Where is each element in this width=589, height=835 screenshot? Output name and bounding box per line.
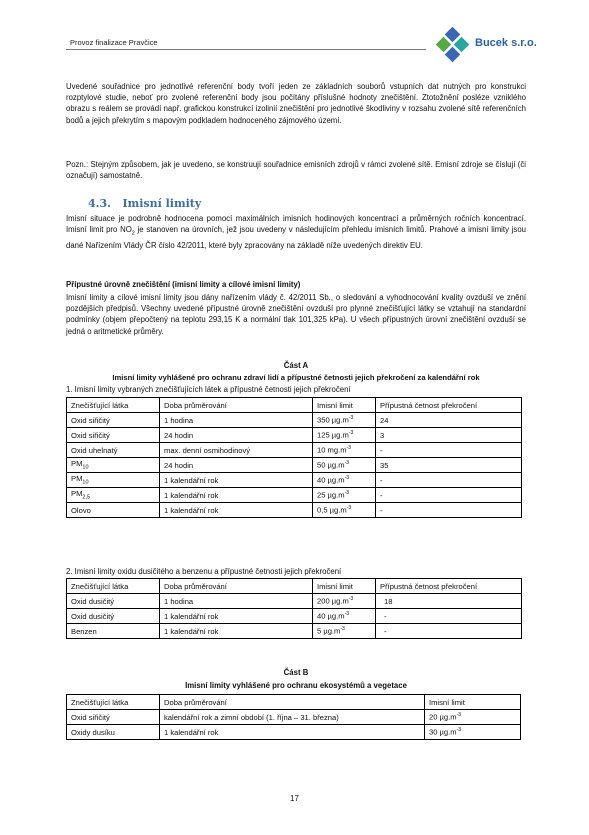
limit-exponent: -3: [348, 596, 354, 603]
period-cell: kalendářní rok a zimní období (1. října – 31. března): [160, 710, 425, 725]
frequency-cell: -: [376, 503, 522, 518]
table-row: [67, 413, 522, 428]
frequency-cell: 3: [376, 428, 522, 443]
limit-cell: [313, 488, 376, 503]
table2-header-cell: Znečišťující látka: [67, 579, 160, 594]
table1-header-cell: Znečišťující látka: [67, 398, 160, 413]
table1-caption: 1. Imisní limity vybraných znečišťujících látek a přípustné četnosti jejich překročení: [66, 385, 351, 394]
section-paragraph-2: Imisní limity a cílové imisní limity jsou dány nařízením vlády č. 42/2011 Sb., o sledování a vyhodnocování kvality ovzduší ve znění pozdějších předpisů. Všechny uvedené přípustné úrovně znečištění ovzduší pro plynné znečišťující látky se vztahují na standardní podmínky (objem přepočtený na teplotu 293,15 K a normální tlak 101,325 kPa). U všech přípustných úrovní znečištění ovzduší se jedná o aritmetické průměry.: [66, 293, 526, 336]
limit-exponent: -3: [348, 430, 354, 437]
limit-exponent: -3: [344, 611, 350, 618]
limit-exponent: -3: [344, 460, 350, 467]
section-paragraph-1: [66, 213, 526, 251]
substance-cell: [67, 428, 160, 443]
substance-cell: Benzen: [67, 624, 160, 639]
intro-paragraph-1: Uvedené souřadnice pro jednotlivé referenční body tvoří jeden ze základních souborů vstupních dat nutných pro konstrukci rozptylové studie, neboť pro zvolené referenční body jsou počítány příslušné hodnoty znečištění. Ztotožnění posléze vzniklého obrazu s reálem se provádí např. grafickou konstrukcí izolinií znečištění pro jednotlivé škodliviny v rozsahu zvolené sítě referenčních bodů a jejich překrytím s mapovým podkladem hodnoceného zájmového území.: [66, 82, 526, 125]
substance-name: Oxid uhelnatý: [71, 445, 118, 455]
limit-value: 40 µg.m: [317, 611, 345, 621]
section-title: Imisní limity: [122, 197, 202, 210]
intro-paragraph-2: Pozn.: Stejným způsobem, jak je uvedeno, se konstruují souřadnice emisních zdrojů v rámci zvolené sítě. Emisní zdroje se číslují (či označují) samostatně.: [66, 160, 526, 181]
table3-header-cell: Doba průměrování: [160, 695, 425, 710]
section-heading: [88, 197, 201, 210]
substance-cell: [67, 473, 160, 488]
limit-value: 10 mg.m: [317, 445, 347, 455]
frequency-cell: 18: [376, 594, 522, 609]
period-cell: 1 hodina: [160, 413, 313, 428]
period-cell: 1 kalendářní rok: [160, 503, 313, 518]
limit-value: 350 µg.m: [317, 415, 349, 425]
limit-exponent: -3: [346, 445, 351, 452]
no2-subscript: 2: [131, 230, 135, 237]
limit-cell: [313, 413, 376, 428]
section-p1-part-a: Imisní situace je podrobně hodnocena pomocí maximálních imisních hodinových koncentrací a průměrných ročních koncentrací. Imisní limit pro NO: [66, 214, 526, 235]
section-number: 4.3.: [88, 197, 111, 210]
part-b-title: Imisní limity vyhlášené pro ochranu ekosystémů a vegetace: [185, 681, 407, 690]
part-a-title: Imisní limity vyhlášené pro ochranu zdraví lidí a přípustné četnosti jejich překročení za kalendářní rok: [112, 373, 480, 382]
section-p1-part-b: je stanoven na úrovních, jež jsou uvedeny v následujícím přehledu imisních limitů. Prahové a imisní limity jsou dané Nařízením Vlády ČR číslo 42/2011, které byly zpracovány na základě níže uvedených direktiv EU.: [66, 225, 527, 250]
substance-subscript: 10: [82, 479, 89, 486]
table1-header-row: [67, 398, 522, 413]
limit-cell: [425, 725, 521, 740]
part-b-label: Část B: [283, 668, 309, 677]
limit-cell: [313, 428, 376, 443]
table-row: [67, 428, 522, 443]
table2-header-cell: Přípustná četnost překročení: [376, 579, 522, 594]
frequency-cell: -: [376, 473, 522, 488]
frequency-cell: -: [376, 624, 522, 639]
header-rule: [66, 49, 426, 50]
table1-header-cell: Přípustná četnost překročení: [376, 398, 522, 413]
substance-cell: [67, 503, 160, 518]
limit-value: 125 µg.m: [317, 430, 349, 440]
frequency-cell: -: [376, 488, 522, 503]
page-number: 17: [290, 794, 299, 803]
frequency-cell: -: [376, 609, 522, 624]
table3-header-cell: Imisní limit: [425, 695, 521, 710]
period-cell: 1 kalendářní rok: [160, 624, 313, 639]
header-title: Provoz finalizace Pravčice: [70, 38, 158, 47]
limit-cell: [313, 624, 376, 639]
substance-cell: Oxid siřičitý: [67, 710, 160, 725]
limit-cell: [313, 443, 376, 458]
table2-header-cell: Imisní limit: [313, 579, 376, 594]
substance-cell: [67, 488, 160, 503]
table-row: [67, 609, 522, 624]
table2-caption: 2. Imisní limity oxidu dusičitého a benzenu a přípustné četnosti jejich překročení: [66, 567, 342, 576]
limit-value: 5 µg.m: [317, 626, 341, 636]
substance-name: Olovo: [71, 505, 91, 515]
table-row: [67, 710, 521, 725]
limit-value: 50 µg.m: [317, 460, 345, 470]
limit-cell: [425, 710, 521, 725]
limit-exponent: -3: [346, 505, 352, 512]
frequency-cell: 24: [376, 413, 522, 428]
limit-cell: [313, 609, 376, 624]
table-row: [67, 488, 522, 503]
limit-exponent: -3: [344, 490, 350, 497]
part-a-label: Část A: [283, 361, 309, 370]
limit-value: 20 µg.m: [429, 712, 457, 722]
period-cell: 1 hodina: [160, 594, 313, 609]
substance-name: PM: [71, 489, 83, 499]
table-row: [67, 473, 522, 488]
limit-value: 25 µg.m: [317, 490, 345, 500]
company-logo-icon: [433, 27, 473, 67]
substance-cell: Oxidy dusíku: [67, 725, 160, 740]
table2-header-cell: Doba průměrování: [160, 579, 313, 594]
limit-exponent: -3: [456, 712, 462, 719]
table3-header-cell: Znečišťující látka: [67, 695, 160, 710]
frequency-cell: 35: [376, 458, 522, 473]
limit-exponent: -3: [340, 626, 345, 633]
table-2: [66, 578, 522, 639]
limit-exponent: -3: [348, 415, 354, 422]
table-3: [66, 694, 521, 740]
table1-header-cell: Doba průměrování: [160, 398, 313, 413]
period-cell: max. denní osmihodinový: [160, 443, 313, 458]
table-row: [67, 503, 522, 518]
table-row: [67, 458, 522, 473]
table1-header-cell: Imisní limit: [313, 398, 376, 413]
period-cell: 1 kalendářní rok: [160, 609, 313, 624]
substance-subscript: 10: [82, 464, 89, 471]
limit-value: 0,5 µg.m: [317, 505, 347, 515]
substance-cell: Oxid dusičitý: [67, 594, 160, 609]
table-row: [67, 624, 522, 639]
limit-cell: [313, 473, 376, 488]
limit-value: 40 µg.m: [317, 475, 345, 485]
frequency-cell: -: [376, 443, 522, 458]
period-cell: 1 kalendářní rok: [160, 725, 425, 740]
substance-subscript: 2,5: [82, 494, 91, 501]
table-row: [67, 443, 522, 458]
substance-name: PM: [71, 459, 83, 469]
substance-cell: Oxid dusičitý: [67, 609, 160, 624]
table2-header-row: [67, 579, 522, 594]
subheading: Přípustné úrovně znečištění (imisní limity a cílové imisní limity): [66, 280, 301, 289]
limit-cell: [313, 458, 376, 473]
table-row: [67, 725, 521, 740]
table3-header-row: [67, 695, 521, 710]
limit-cell: [313, 503, 376, 518]
limit-cell: [313, 594, 376, 609]
limit-exponent: -3: [344, 475, 350, 482]
period-cell: 1 kalendářní rok: [160, 488, 313, 503]
substance-cell: [67, 458, 160, 473]
limit-exponent: -3: [456, 727, 462, 734]
period-cell: 24 hodin: [160, 428, 313, 443]
brand-name: Bucek s.r.o.: [475, 37, 537, 49]
substance-name: Oxid siřičitý: [71, 430, 110, 440]
limit-value: 30 µg.m: [429, 727, 457, 737]
substance-name: PM: [71, 474, 83, 484]
period-cell: 1 kalendářní rok: [160, 473, 313, 488]
substance-cell: [67, 443, 160, 458]
table-1: [66, 397, 522, 518]
substance-cell: [67, 413, 160, 428]
period-cell: 24 hodin: [160, 458, 313, 473]
substance-name: Oxid siřičitý: [71, 415, 110, 425]
limit-value: 200 µg.m: [317, 596, 349, 606]
table-row: [67, 594, 522, 609]
